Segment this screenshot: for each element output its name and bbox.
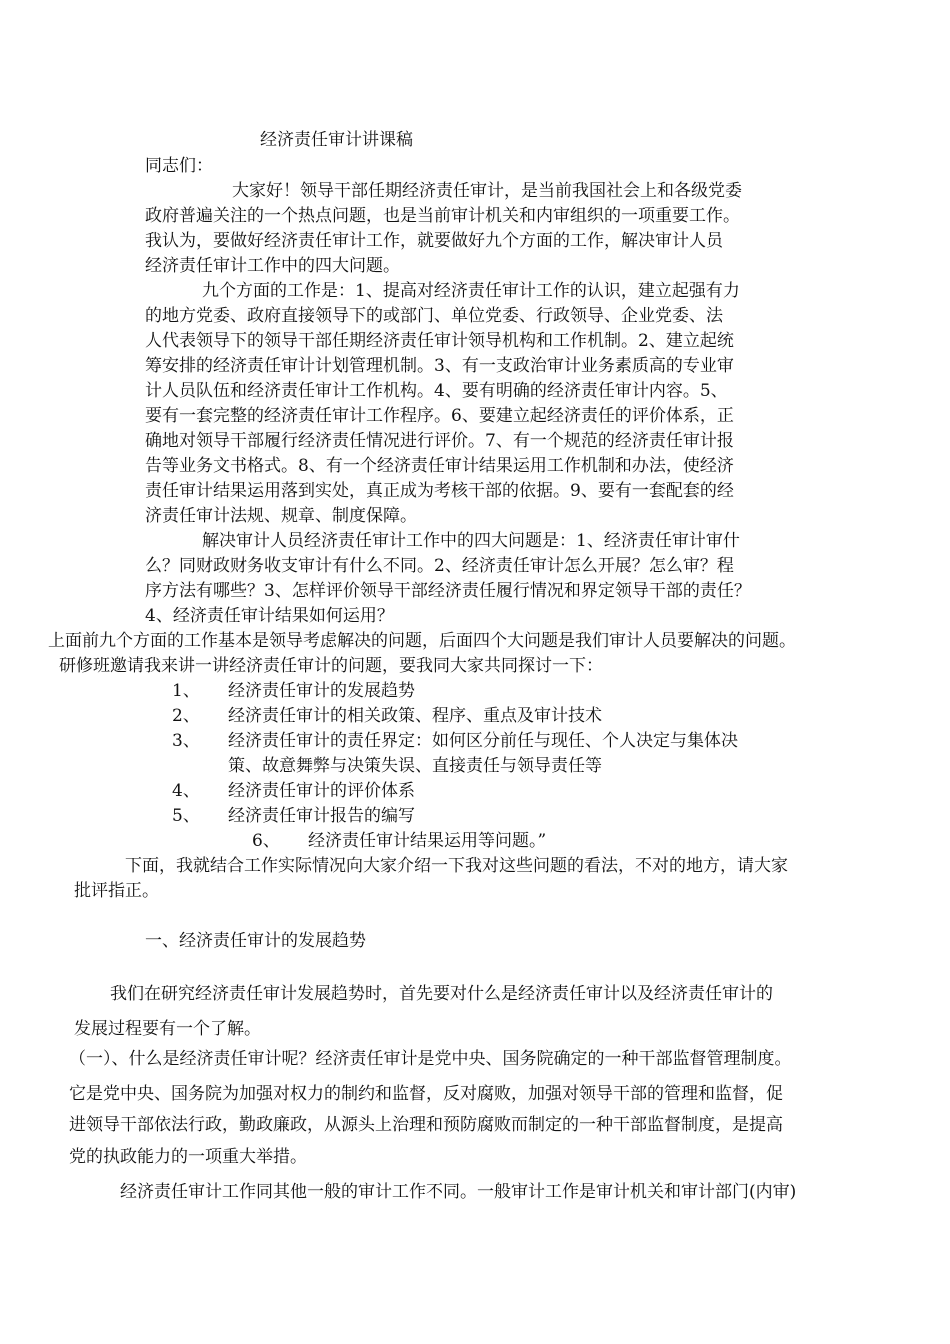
- list-item: 经济责任审计报告的编写: [228, 806, 415, 826]
- paragraph-line: 的地方党委、政府直接领导下的或部门、单位党委、行政领导、企业党委、法: [145, 306, 723, 326]
- paragraph-line: 经济责任审计工作中的四大问题。: [145, 256, 400, 276]
- list-item-number: 4、: [172, 781, 200, 801]
- paragraph-line: （一）、什么是经济责任审计呢？经济责任审计是党中央、国务院确定的一种干部监督管理制度。: [69, 1049, 792, 1069]
- paragraph-line: 它是党中央、国务院为加强对权力的制约和监督，反对腐败，加强对领导干部的管理和监督，促: [69, 1084, 783, 1104]
- paragraph-line: 人代表领导下的领导干部任期经济责任审计领导机构和工作机制。2、建立起统: [145, 331, 734, 351]
- paragraph-line: 责任审计结果运用落到实处，真正成为考核干部的依据。9、要有一套配套的经: [145, 481, 734, 501]
- list-item-continuation: 策、故意舞弊与决策失误、直接责任与领导责任等: [228, 756, 602, 776]
- list-item: 经济责任审计结果运用等问题。”: [308, 831, 547, 851]
- paragraph-line: 我认为，要做好经济责任审计工作，就要做好九个方面的工作，解决审计人员: [145, 231, 723, 251]
- paragraph-line: 批评指正。: [74, 881, 159, 901]
- paragraph-line: 大家好！领导干部任期经济责任审计，是当前我国社会上和各级党委: [232, 181, 742, 201]
- list-item: 经济责任审计的发展趋势: [228, 681, 415, 701]
- list-item-number: 1、: [172, 681, 200, 701]
- paragraph-line: 济责任审计法规、规章、制度保障。: [145, 506, 417, 526]
- paragraph-line: 研修班邀请我来讲一讲经济责任审计的问题，要我同大家共同探讨一下：: [59, 656, 603, 676]
- paragraph-line: 筹安排的经济责任审计计划管理机制。3、有一支政治审计业务素质高的专业审: [145, 356, 734, 376]
- paragraph-line: 序方法有哪些？3、怎样评价领导干部经济责任履行情况和界定领导干部的责任？: [145, 581, 751, 601]
- list-item-number: 5、: [172, 806, 200, 826]
- paragraph-line: 九个方面的工作是：1、提高对经济责任审计工作的认识，建立起强有力: [202, 281, 740, 301]
- list-item-number: 6、: [252, 831, 280, 851]
- section-heading: 一、经济责任审计的发展趋势: [145, 931, 366, 951]
- paragraph-line: 我们在研究经济责任审计发展趋势时，首先要对什么是经济责任审计以及经济责任审计的: [110, 984, 773, 1004]
- list-item: 经济责任审计的责任界定：如何区分前任与现任、个人决定与集体决: [228, 731, 738, 751]
- greeting: 同志们：: [145, 156, 213, 176]
- list-item: 经济责任审计的评价体系: [228, 781, 415, 801]
- page-title: 经济责任审计讲课稿: [260, 130, 413, 150]
- paragraph-line: 么？同财政财务收支审计有什么不同。2、经济责任审计怎么开展？怎么审？程: [145, 556, 734, 576]
- paragraph-line: 确地对领导干部履行经济责任情况进行评价。7、有一个规范的经济责任审计报: [145, 431, 734, 451]
- paragraph-line: 上面前九个方面的工作基本是领导考虑解决的问题，后面四个大问题是我们审计人员要解决的问题。: [48, 631, 796, 651]
- paragraph-line: 党的执政能力的一项重大举措。: [69, 1147, 307, 1167]
- paragraph-line: 下面，我就结合工作实际情况向大家介绍一下我对这些问题的看法，不对的地方，请大家: [125, 856, 788, 876]
- paragraph-line: 告等业务文书格式。8、有一个经济责任审计结果运用工作机制和办法，使经济: [145, 456, 734, 476]
- paragraph-line: 4、经济责任审计结果如何运用？: [145, 606, 394, 626]
- paragraph-line: 要有一套完整的经济责任审计工作程序。6、要建立起经济责任的评价体系，正: [145, 406, 734, 426]
- paragraph-line: 政府普遍关注的一个热点问题，也是当前审计机关和内审组织的一项重要工作。: [145, 206, 740, 226]
- paragraph-line: 计人员队伍和经济责任审计工作机构。4、要有明确的经济责任审计内容。5、: [145, 381, 728, 401]
- paragraph-line: 进领导干部依法行政，勤政廉政，从源头上治理和预防腐败而制定的一种干部监督制度，是提高: [69, 1115, 783, 1135]
- paragraph-line: 经济责任审计工作同其他一般的审计工作不同。一般审计工作是审计机关和审计部门(内审): [120, 1182, 797, 1202]
- list-item: 经济责任审计的相关政策、程序、重点及审计技术: [228, 706, 602, 726]
- paragraph-line: 解决审计人员经济责任审计工作中的四大问题是：1、经济责任审计审什: [202, 531, 740, 551]
- paragraph-line: 发展过程要有一个了解。: [74, 1019, 261, 1039]
- list-item-number: 3、: [172, 731, 200, 751]
- list-item-number: 2、: [172, 706, 200, 726]
